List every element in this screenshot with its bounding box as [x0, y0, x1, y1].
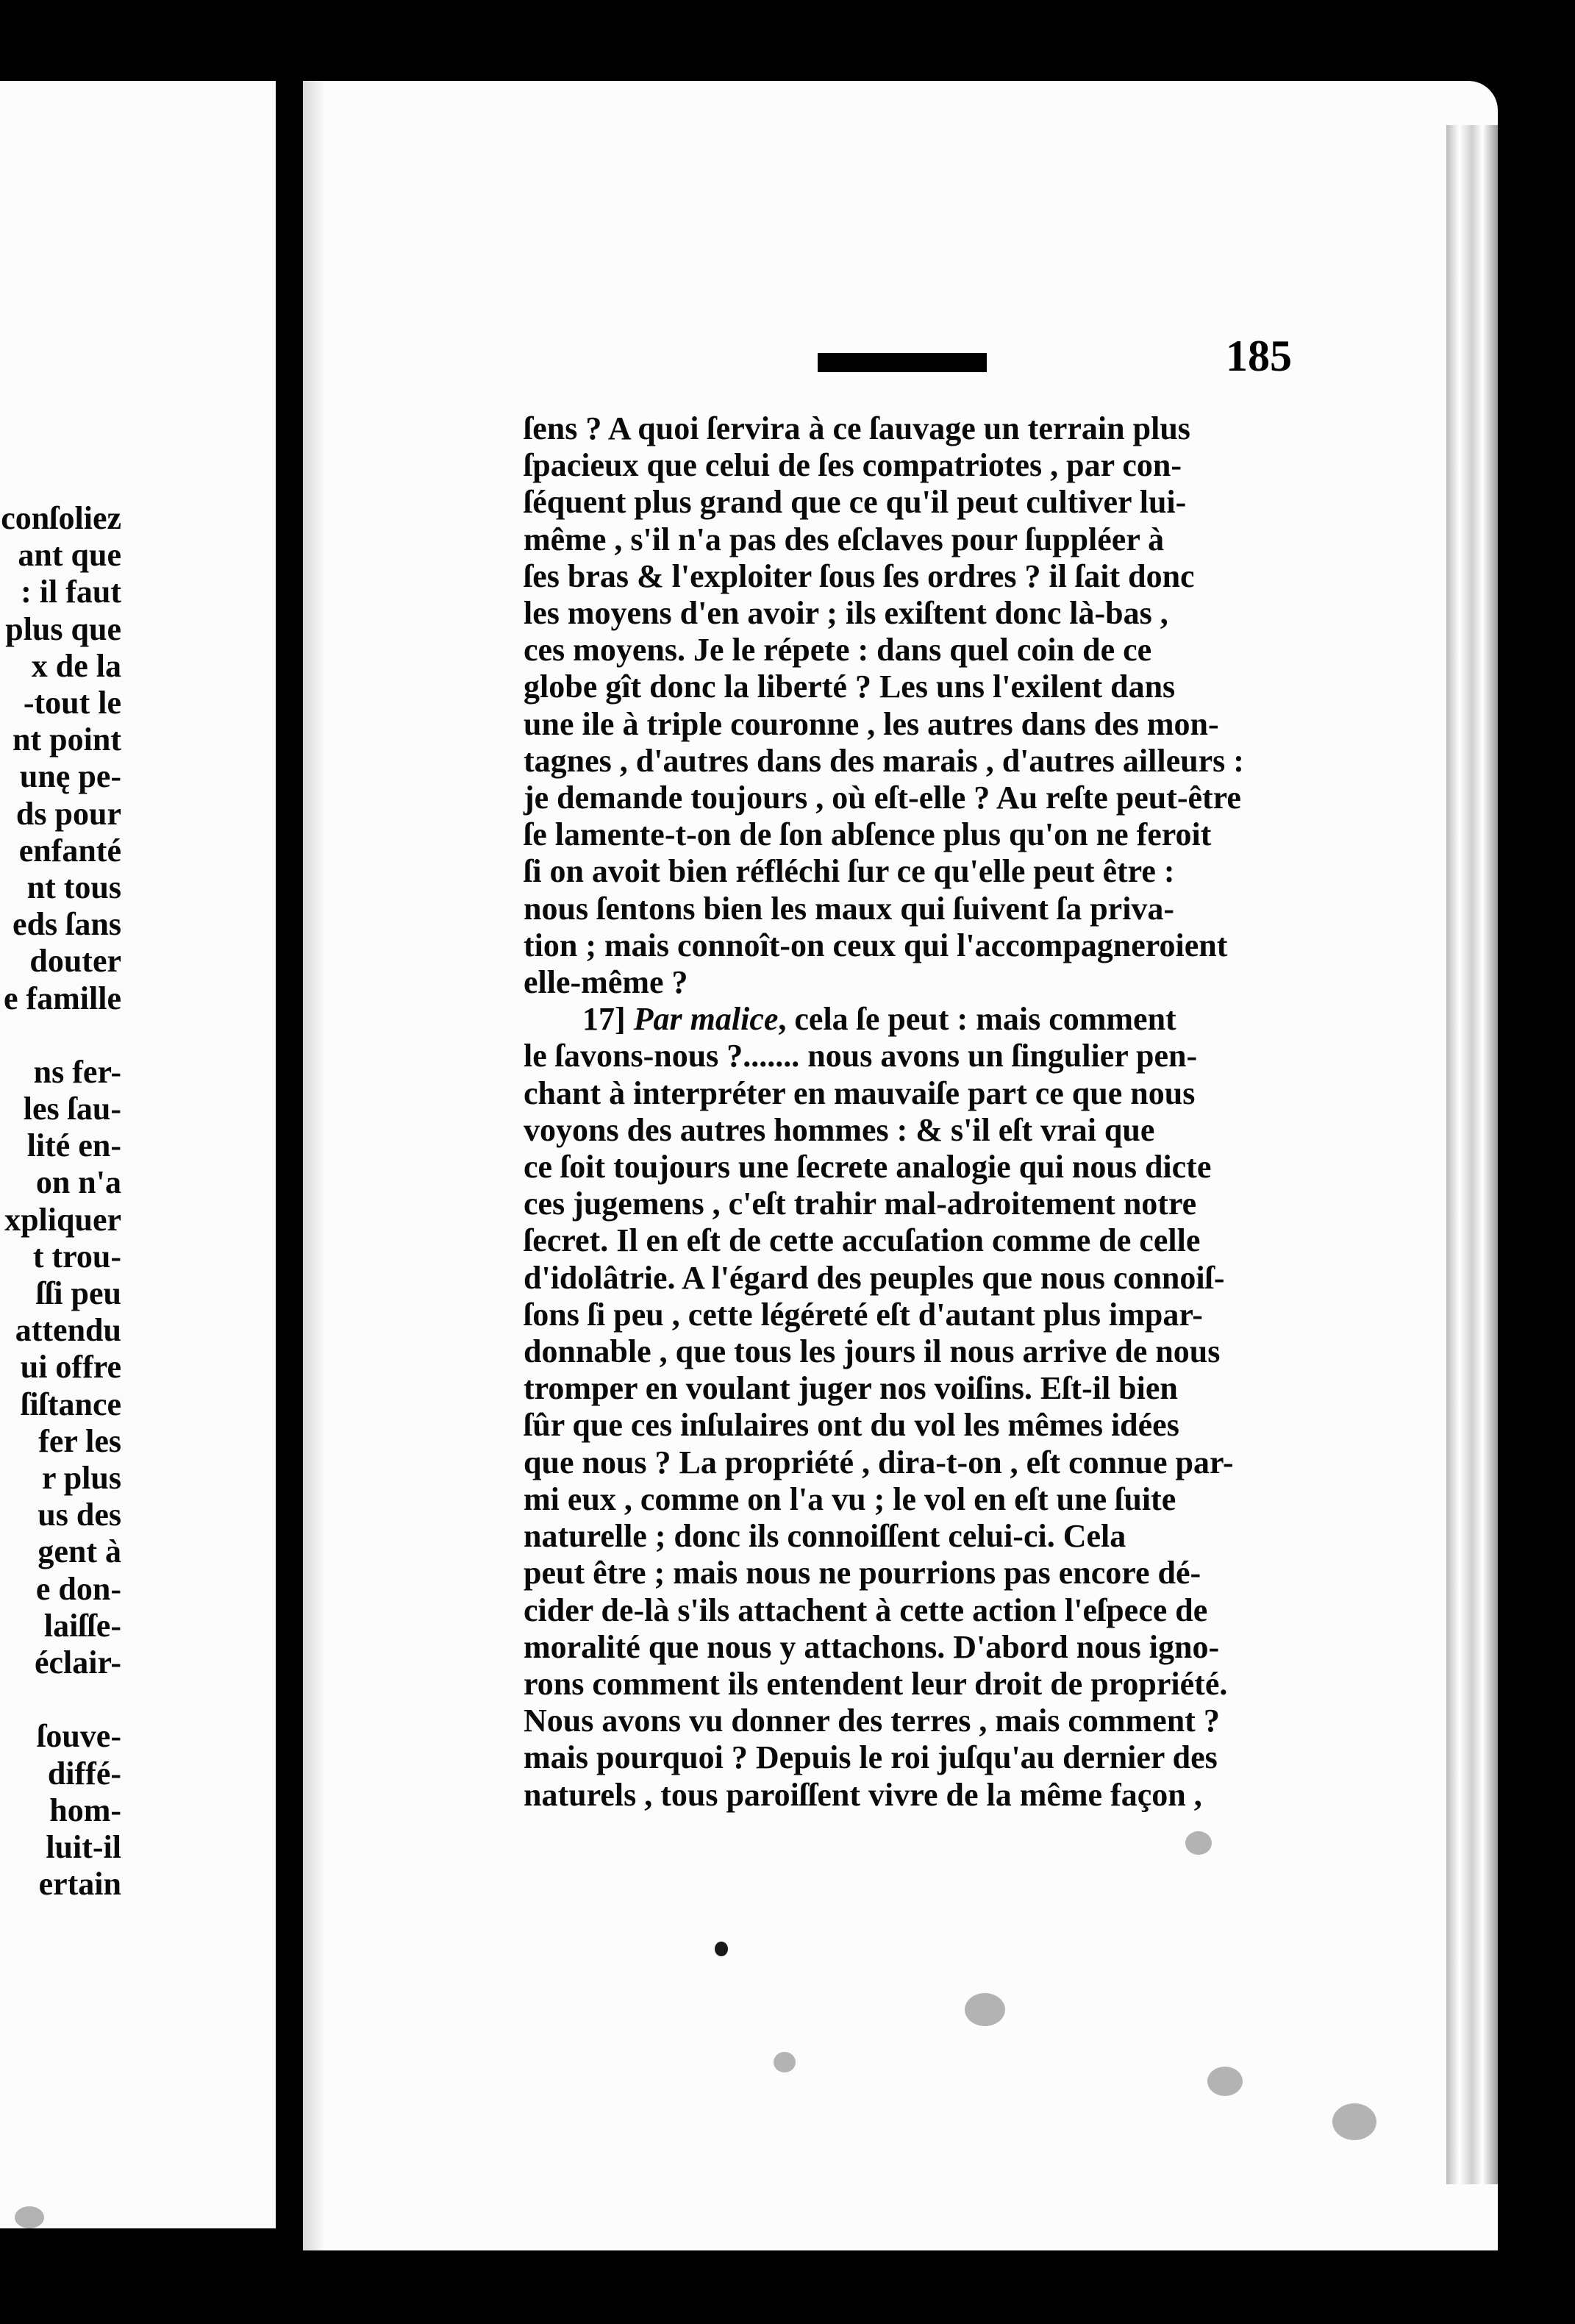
stain — [1185, 1831, 1212, 1855]
note-line: tromper en voulant juger nos voiſins. Eſt-il bien — [524, 1370, 1178, 1407]
left-line: laiſſe- — [43, 1607, 121, 1644]
stain — [965, 1993, 1005, 2026]
left-line: nt point — [12, 721, 121, 758]
note-line: ce ſoit toujours une ſecrete analogie qui nous dicte — [524, 1149, 1212, 1186]
text-line: ſes bras & l'exploiter ſous ſes ordres ? il ſait donc — [524, 557, 1195, 594]
text-line: même , s'il n'a pas des eſclaves pour ſuppléer à — [524, 521, 1165, 557]
left-line: hom- — [49, 1792, 121, 1828]
note-line: cider de-là s'ils attachent à cette action l'eſpece de — [524, 1591, 1208, 1628]
left-line: us des — [38, 1497, 121, 1533]
left-line: -tout le — [23, 685, 121, 721]
text-line: je demande toujours , où eſt-elle ? Au reſte peut-être — [524, 780, 1241, 816]
stain — [15, 2206, 44, 2228]
left-line: ns fer- — [33, 1053, 121, 1090]
left-line: attendu — [15, 1312, 121, 1349]
note-first-line — [524, 1001, 1498, 1038]
header-rule — [818, 353, 987, 372]
note-line: le ſavons-nous ?....... nous avons un ſingulier pen- — [524, 1038, 1198, 1074]
left-line: enfanté — [18, 832, 121, 869]
note-line: rons comment ils entendent leur droit de propriété. — [524, 1665, 1228, 1702]
left-line: unę pe- — [19, 758, 121, 795]
left-line: eds ſans — [12, 906, 121, 943]
left-line: luit-il — [46, 1828, 121, 1865]
text-line: ſe lamente-t-on de ſon abſence plus qu'on ne feroit — [524, 816, 1212, 853]
left-line: ant que — [18, 537, 121, 574]
left-line: ſſi peu — [35, 1275, 121, 1312]
right-page — [303, 81, 1498, 2250]
text-line: ſens ? A quoi ſervira à ce ſauvage un terrain plus — [524, 410, 1190, 446]
stain — [1207, 2067, 1243, 2096]
left-gap — [0, 1681, 121, 1718]
left-line: nt tous — [26, 869, 121, 906]
left-line: e don- — [35, 1570, 121, 1607]
note-line: ſons ſi peu , cette légéreté eſt d'autant plus impar- — [524, 1296, 1203, 1333]
left-page-text — [0, 500, 121, 1903]
left-line: fer les — [38, 1422, 121, 1459]
note-line: mi eux , comme on l'a vu ; le vol en eſt une ſuite — [524, 1480, 1176, 1517]
text-line: globe gît donc la liberté ? Les uns l'exilent dans — [524, 669, 1176, 705]
text-line: ces moyens. Je le répete : dans quel coin de ce — [524, 632, 1152, 669]
text-line: les moyens d'en avoir ; ils exiſtent donc là-bas , — [524, 595, 1168, 632]
left-line: ds pour — [15, 795, 121, 832]
left-line: ſouve- — [37, 1718, 121, 1755]
note-line: moralité que nous y attachons. D'abord nous igno- — [524, 1628, 1220, 1665]
left-line: e famille — [3, 980, 121, 1016]
note-line: ſecret. Il en eſt de cette accuſation comme de celle — [524, 1222, 1201, 1259]
left-line: diffé- — [47, 1755, 121, 1792]
note-line: Nous avons vu donner des terres , mais comment ? — [524, 1703, 1220, 1739]
note-line: ſûr que ces inſulaires ont du vol les mêmes idées — [524, 1407, 1179, 1444]
left-gap — [0, 1017, 121, 1054]
left-line: éclair- — [34, 1644, 121, 1681]
note-line: voyons des autres hommes : & s'il eſt vrai que — [524, 1111, 1155, 1148]
text-line: tagnes , d'autres dans des marais , d'autres ailleurs : — [524, 742, 1244, 779]
left-line: gent à — [38, 1533, 121, 1570]
gutter-shadow — [303, 81, 325, 2250]
left-line: les ſau- — [23, 1091, 121, 1127]
left-line: t trou- — [32, 1238, 121, 1275]
text-line: une ile à triple couronne , les autres dans des mon- — [524, 705, 1219, 742]
left-line: ertain — [38, 1866, 121, 1903]
note-line: donnable , que tous les jours il nous arrive de nous — [524, 1333, 1221, 1370]
ink-dot — [715, 1942, 728, 1956]
text-line: ſpacieux que celui de ſes compatriotes , par con- — [524, 447, 1182, 484]
left-line: x de la — [31, 647, 121, 684]
text-line: ſi on avoit bien réfléchi ſur ce qu'elle peut être : — [524, 853, 1175, 890]
text-line: elle-même ? — [524, 964, 688, 1001]
note-line: peut être ; mais nous ne pourrions pas encore dé- — [524, 1555, 1201, 1591]
stain — [774, 2052, 796, 2072]
left-line: r plus — [41, 1460, 121, 1497]
note-lemma: Par malice — [633, 1001, 779, 1038]
note-line: chant à interpréter en mauvaiſe part ce que nous — [524, 1074, 1196, 1111]
page-number: 185 — [1226, 332, 1292, 380]
note-number: 17] — [582, 1001, 626, 1038]
left-line: xpliquer — [4, 1201, 121, 1238]
text-line: tion ; mais connoît-on ceux qui l'accompagneroient — [524, 927, 1228, 963]
left-line: conſoliez — [1, 500, 121, 536]
note-line: d'idolâtrie. A l'égard des peuples que nous connoiſ- — [524, 1259, 1225, 1296]
note-line: ces jugemens , c'eſt trahir mal-adroitement notre — [524, 1186, 1197, 1222]
note-line: naturelle ; donc ils connoiſſent celui-ci. Cela — [524, 1518, 1126, 1555]
note-first-rest: , cela ſe peut : mais comment — [778, 1001, 1176, 1038]
left-line: on n'a — [35, 1164, 121, 1201]
body-text — [524, 410, 1498, 1814]
left-page — [0, 81, 276, 2228]
left-line: plus que — [5, 610, 121, 647]
note-line: que nous ? La propriété , dira-t-on , eſt connue par- — [524, 1444, 1234, 1480]
note-line: mais pourquoi ? Depuis le roi juſqu'au dernier des — [524, 1739, 1218, 1776]
note-line: naturels , tous paroiſſent vivre de la même façon , — [524, 1776, 1202, 1813]
left-line: : il faut — [21, 574, 121, 610]
left-line: ſiſtance — [21, 1386, 121, 1422]
left-line: douter — [29, 943, 121, 980]
text-line: nous ſentons bien les maux qui ſuivent ſa priva- — [524, 890, 1175, 927]
text-line: ſéquent plus grand que ce qu'il peut cultiver lui- — [524, 484, 1187, 521]
left-line: lité en- — [26, 1127, 121, 1164]
stain — [1332, 2103, 1376, 2140]
left-line: ui offre — [20, 1349, 121, 1386]
